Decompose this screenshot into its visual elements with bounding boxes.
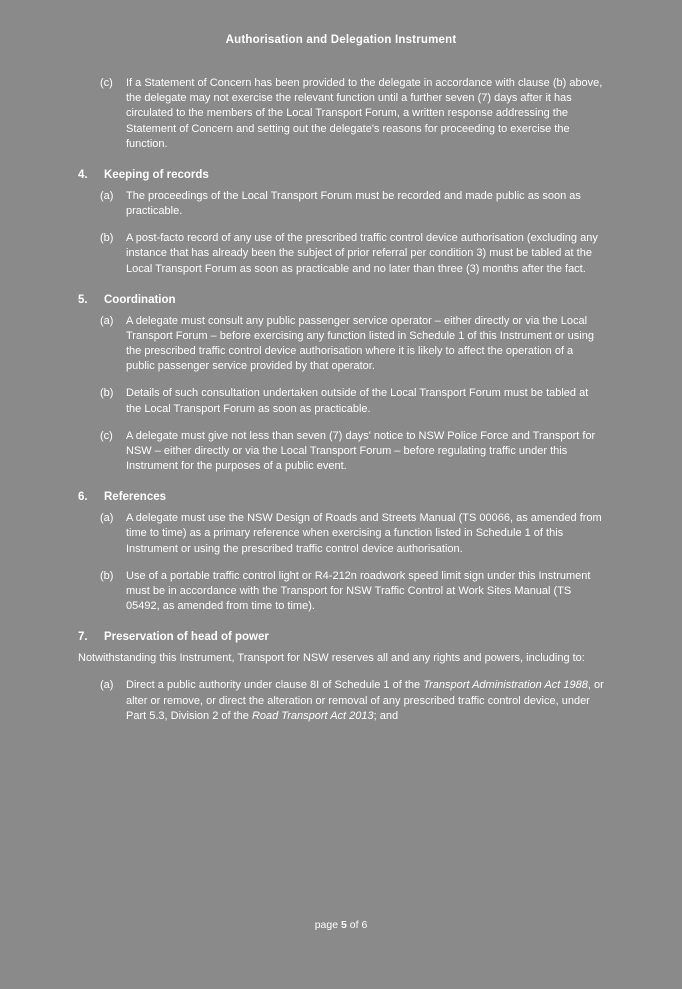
clause: [78, 429, 604, 475]
clause: [78, 511, 604, 557]
footer-page-number: 5: [341, 919, 347, 931]
clause: [78, 231, 604, 277]
clause-text: The proceedings of the Local Transport Forum must be recorded and made public as soon as practicable.: [126, 189, 581, 218]
document-body: [78, 76, 604, 724]
clause: [78, 569, 604, 615]
clause: [78, 314, 604, 375]
clause-label: (a): [100, 314, 114, 327]
clause: [78, 386, 604, 416]
page-title: Authorisation and Delegation Instrument: [225, 34, 457, 46]
section-heading: [78, 491, 604, 503]
section-title: Keeping of records: [104, 168, 209, 181]
clause-text: A post-facto record of any use of the prescribed traffic control device authorisation (excluding any instance that has already been the subject of prior referral per condition 3) must be tabled at the Local Transport Forum as soon as practicable and no later than three (3) months after the fact.: [126, 232, 598, 275]
section-number: 5.: [78, 293, 88, 306]
section-number: 7.: [78, 631, 88, 644]
footer-prefix: page: [314, 919, 341, 931]
clause-label: (a): [100, 679, 114, 692]
clause-text: A delegate must give not less than seven (7) days' notice to NSW Police Force and Transport for NSW – either directly or via the Local Transport Forum – before regulating traffic under this Instrument for the purposes of a public event.: [126, 429, 596, 473]
clause: [78, 189, 604, 219]
clause-label: (b): [100, 569, 114, 582]
clause-text: Details of such consultation undertaken outside of the Local Transport Forum must be tabled at the Local Transport Forum as soon as practicable.: [126, 387, 589, 415]
clause-text: A delegate must use the NSW Design of Roads and Streets Manual (TS 00066, as amended from time to time) as a primary reference when exercising a function listed in Schedule 1 of this Instrument or using the prescribed traffic control device authorisation.: [126, 512, 602, 555]
clause: [78, 678, 604, 724]
clause-label: (a): [100, 189, 114, 202]
section-title: Preservation of head of power: [104, 631, 269, 644]
clause-label: (c): [100, 429, 113, 442]
clause-text: Direct a public authority under clause 8I of Schedule 1 of the Transport Administration Act 1988, or alter or remove, or direct the alteration or removal of any prescribed traffic control device, under Part 5.3, Division 2 of the Road Transport Act 2013; and: [126, 679, 604, 722]
section-heading: [78, 294, 604, 306]
section-title: References: [104, 491, 167, 504]
clause: [78, 76, 604, 152]
clause-label: (a): [100, 512, 114, 525]
clause-text: If a Statement of Concern has been provided to the delegate in accordance with clause (b) above, the delegate may not exercise the relevant function until a further seven (7) days after it has circulated to the members of the Local Transport Forum, a written response addressing the Statement of Concern and setting out the delegate's reasons for proceeding to exercise the function.: [126, 77, 603, 150]
section-heading: [78, 169, 604, 181]
footer-total-pages: 6: [361, 919, 368, 931]
clause-label: (b): [100, 387, 114, 400]
clause-text: Use of a portable traffic control light or R4-212n roadwork speed limit sign under this Instrument must be in accordance with the Transport for NSW Traffic Control at Work Sites Manual (TS 05492, as amended from time to time).: [126, 569, 591, 613]
section-heading: [78, 631, 604, 643]
footer-middle: of: [346, 919, 362, 931]
clause-label: (c): [100, 77, 113, 89]
clause-label: (b): [100, 232, 114, 245]
page-footer: [0, 919, 682, 931]
section-number: 6.: [78, 491, 88, 504]
section-number: 4.: [78, 168, 88, 181]
body-paragraph: Notwithstanding this Instrument, Transport for NSW reserves all and any rights and powers, including to:: [78, 652, 585, 665]
section-title: Coordination: [104, 293, 176, 306]
clause-text: A delegate must consult any public passenger service operator – either directly or via the Local Transport Forum – before exercising any function listed in Schedule 1 of this Instrument or using the prescribed traffic control device authorisation where it is likely to affect the operation of a public passenger service provided by that operator.: [126, 314, 594, 373]
